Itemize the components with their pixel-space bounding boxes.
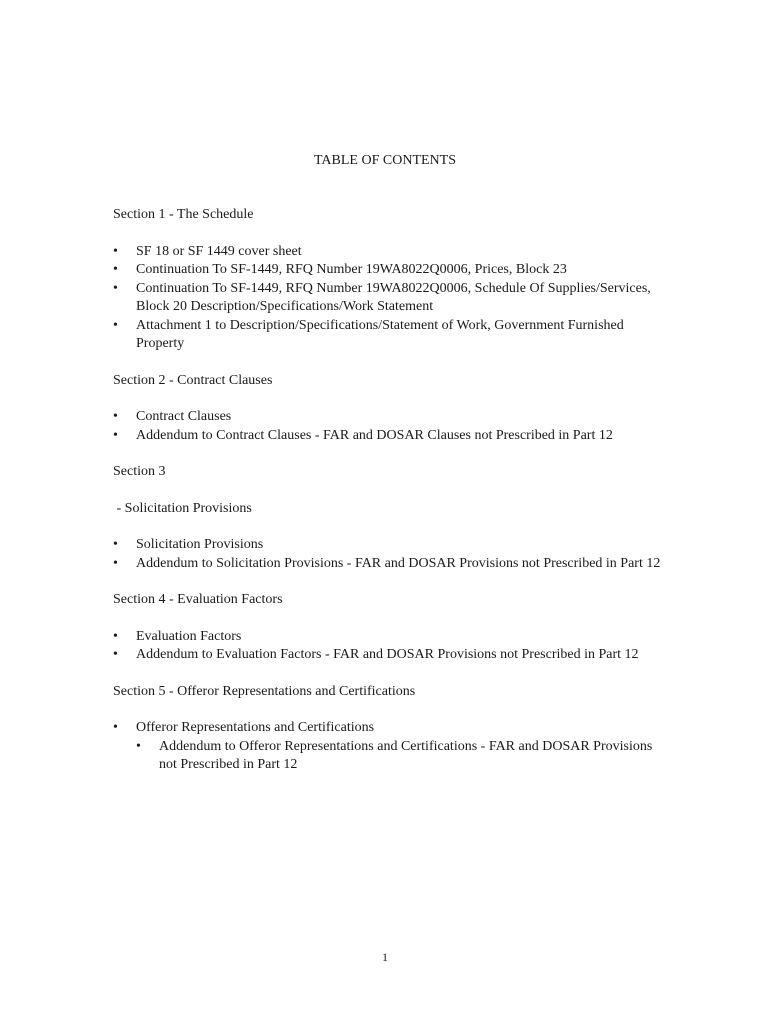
section-1-heading: Section 1 - The Schedule (113, 207, 254, 222)
page-title: TABLE OF CONTENTS (314, 153, 456, 168)
section-3-subheading: - Solicitation Provisions (113, 500, 252, 516)
list-item: • Continuation To SF-1449, RFQ Number 19WA8022Q0006, Prices, Block 23 (113, 261, 673, 280)
list-item: • Addendum to Solicitation Provisions - FAR and DOSAR Provisions not Prescribed in Part 12 (113, 555, 673, 574)
section-4-heading: Section 4 - Evaluation Factors (113, 592, 283, 607)
toc-content (113, 206, 673, 793)
section-3-heading: Section 3 (113, 464, 166, 479)
nested-list-item: • Addendum to Offeror Representations and Certifications - FAR and DOSAR Provisions not Prescribed in Part 12 (136, 738, 673, 775)
section-2-list (113, 408, 673, 445)
list-item: • Evaluation Factors (113, 628, 673, 647)
section-4-list (113, 628, 673, 665)
section-1-list (113, 243, 673, 354)
page-number: 1 (382, 950, 388, 964)
list-item: • SF 18 or SF 1449 cover sheet (113, 243, 673, 262)
list-item (113, 719, 673, 775)
section-5-heading: Section 5 - Offeror Representations and Certifications (113, 683, 416, 699)
list-item: • Attachment 1 to Description/Specifications/Statement of Work, Government Furnished Property (113, 317, 673, 354)
list-item: • Continuation To SF-1449, RFQ Number 19WA8022Q0006, Schedule Of Supplies/Services, Block 20 Description/Specifications/Work Statement (113, 280, 673, 317)
section-5-list (113, 719, 673, 775)
section-5-nested-list (136, 738, 673, 775)
list-item: • Solicitation Provisions (113, 536, 673, 555)
list-item: • Contract Clauses (113, 408, 673, 427)
list-item: • Addendum to Contract Clauses - FAR and DOSAR Clauses not Prescribed in Part 12 (113, 427, 673, 446)
list-item-text: Offeror Representations and Certifications (136, 720, 375, 735)
list-item: • Addendum to Evaluation Factors - FAR and DOSAR Provisions not Prescribed in Part 12 (113, 646, 673, 665)
section-2-heading: Section 2 - Contract Clauses (113, 372, 273, 388)
section-3-list (113, 536, 673, 573)
